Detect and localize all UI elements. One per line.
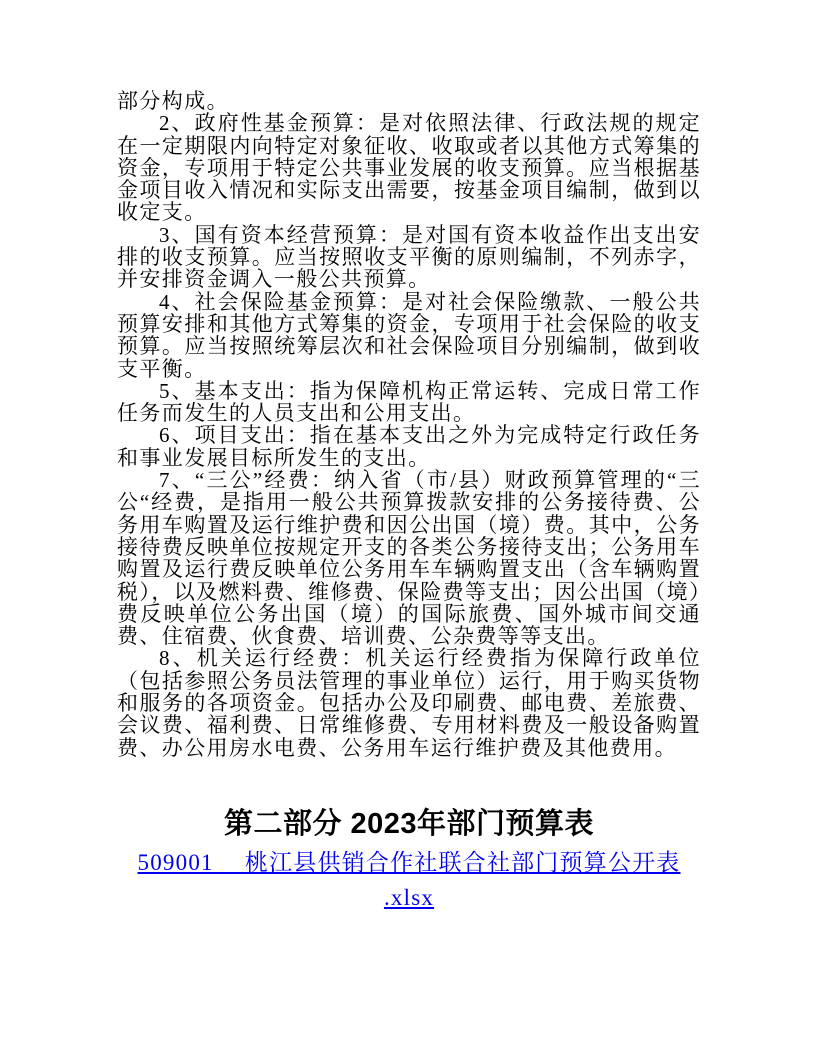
paragraph-project-expenditure: 6、项目支出：指在基本支出之外为完成特定行政任务和事业发展目标所发生的支出。 [117, 423, 701, 470]
paragraph-government-fund-budget: 2、政府性基金预算：是对依照法律、行政法规的规定在一定期限内向特定对象征收、收取或者以其他方式筹集的资金，专项用于特定公共事业发展的收支预算。应当根据基金项目收入情况和实际支出需要，按基金项目编制，做到以收定支。 [117, 111, 701, 225]
paragraph-agency-operating-funds: 8、机关运行经费：机关运行经费指为保障行政单位（包括参照公务员法管理的事业单位）运行，用于购买货物和服务的各项资金。包括办公及印刷费、邮电费、差旅费、会议费、福利费、日常维修费、专用材料费及一般设备购置费、办公用房水电费、公务用车运行维护费及其他费用。 [117, 646, 701, 760]
attachment-line [117, 845, 701, 915]
document-body [117, 90, 701, 915]
paragraph-social-insurance-budget: 4、社会保险基金预算：是对社会保险缴款、一般公共预算安排和其他方式筹集的资金，专项用于社会保险的收支预算。应当按照统筹层次和社会保险项目分别编制，做到收支平衡。 [117, 289, 701, 381]
paragraph-state-capital-budget: 3、国有资本经营预算：是对国有资本收益作出支出安排的收支预算。应当按照收支平衡的原则编制，不列赤字，并安排资金调入一般公共预算。 [117, 222, 701, 292]
xlsx-attachment-link-line2: .xlsx [383, 884, 435, 910]
paragraph-basic-expenditure: 5、基本支出：指为保障机构正常运转、完成日常工作任务而发生的人员支出和公用支出。 [117, 378, 701, 426]
paragraph-three-public-funds: 7、“三公”经费：纳入省（市/县）财政预算管理的“三公“经费，是指用一般公共预算拨款安排的公务接待费、公务用车购置及运行维护费和因公出国（境）费。其中，公务接待费反映单位按规定开支的各类公务接待支出；公务用车购置及运行费反映单位公务用车车辆购置支出（含车辆购置税），以及燃料费、维修费、保险费等支出；因公出国（境）费反映单位公务出国（境）的国际旅费、国外城市间交通费、住宿费、伙食费、培训费、公杂费等等支出。 [117, 468, 701, 649]
paragraph-continuation: 部分构成。 [117, 89, 229, 113]
xlsx-attachment-link-line1: 509001 桃江县供销合作社联合社部门预算公开表 [137, 849, 681, 875]
section-heading-part2-budget-tables: 第二部分 2023年部门预算表 [223, 807, 595, 840]
xlsx-attachment-link[interactable] [138, 850, 681, 910]
